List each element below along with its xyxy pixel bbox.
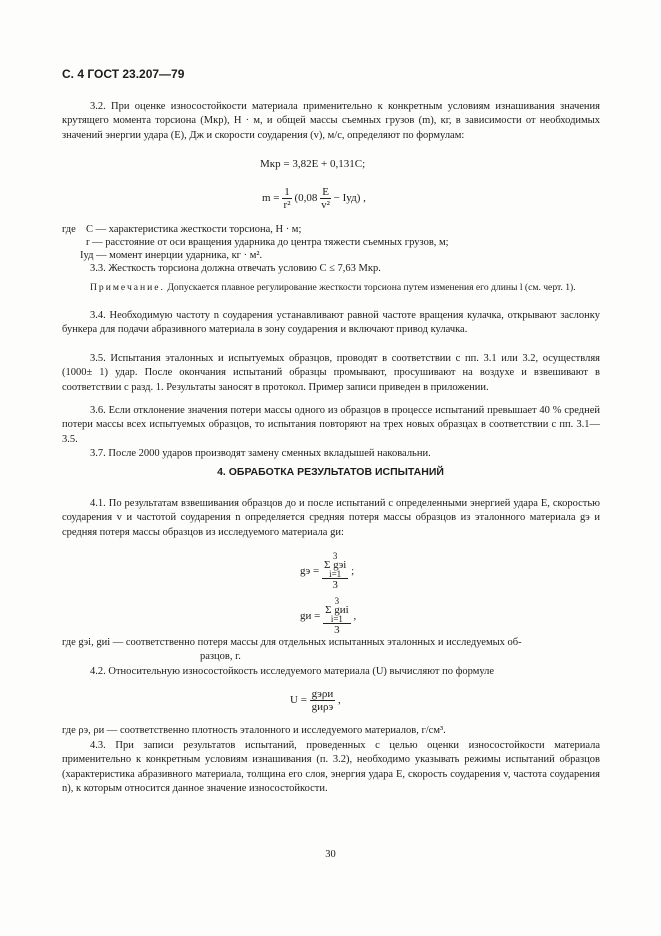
- formula-ge-numerator: [322, 552, 348, 579]
- formula-u-frac: [310, 688, 336, 713]
- definition-c: C — характеристика жесткости торсиона, Н · м;: [86, 224, 302, 235]
- formula-mass-num1: 1: [284, 186, 290, 198]
- definition-r: r — расстояние от оси вращения ударника до центра тяжести съемных грузов, м;: [86, 237, 449, 248]
- formula-gi-end: ,: [353, 610, 357, 623]
- note: [62, 281, 600, 294]
- formula-mass-mid: (0,08: [294, 192, 318, 205]
- definition-g: где gэi, gиi — соответственно потеря массы для отдельных испытанных эталонных и исследуемых об-: [62, 637, 522, 648]
- definition-iud: Iуд — момент инерции ударника, кг · м².: [80, 250, 263, 261]
- formula-gi: [300, 597, 356, 636]
- paragraph-3-4: 3.4. Необходимую частоту n соударения устанавливают равной частоте вращения кулачка, открывают заслонку бункера для подачи абразивного материала в зону соударения и включают привод кулачка.: [62, 310, 600, 336]
- definitions-where: где: [62, 224, 76, 235]
- note-text: Допускается плавное регулирование жесткости торсиона путем изменения его длины l (см. черт. 1).: [167, 282, 576, 293]
- formula-torque: Mкр = 3,82E + 0,131C;: [260, 158, 366, 170]
- formula-ge: [300, 552, 354, 591]
- formula-u-end: ,: [338, 694, 341, 707]
- formula-u-lhs: U =: [290, 694, 307, 707]
- formula-mass-lhs: m =: [262, 192, 280, 205]
- formula-ge-denominator: 3: [332, 579, 338, 591]
- formula-ge-sum: Σ gэi: [323, 559, 347, 571]
- note-label: Примечание.: [90, 282, 165, 293]
- formula-gi-sum-top: 3: [334, 596, 340, 606]
- formula-gi-frac: [323, 597, 351, 636]
- paragraph-3-3: 3.3. Жесткость торсиона должна отвечать условию C ≤ 7,63 Mкр.: [90, 263, 381, 274]
- definition-rho: где ρэ, ρи — соответственно плотность эталонного и исследуемого материалов, г/см³.: [62, 725, 446, 736]
- formula-mass-tail: − Iуд) ,: [333, 192, 366, 205]
- section-4-title: 4. ОБРАБОТКА РЕЗУЛЬТАТОВ ИСПЫТАНИЙ: [217, 466, 444, 478]
- formula-mass-frac1: [282, 186, 292, 211]
- formula-ge-sum-bottom: i=1: [329, 569, 342, 579]
- formula-ge-sum-top: 3: [332, 551, 338, 561]
- formula-ge-lhs: gэ =: [300, 565, 320, 578]
- formula-u-numerator: gэρи: [311, 688, 334, 700]
- paragraph-3-5: 3.5. Испытания эталонных и испытуемых образцов, проводят в соответствии с пп. 3.1 или 3.2, осуществляя (1000± 1) удар. После окончания испытаний образцы промывают, просушивают на воздухе и взвешивают в соответствии с разд. 1. Результаты заносят в протокол. Пример записи приведен в приложении.: [62, 353, 600, 393]
- paragraph-4-2: 4.2. Относительную износостойкость исследуемого материала (U) вычисляют по формуле: [90, 666, 495, 677]
- formula-u: [290, 688, 341, 713]
- formula-ge-frac: [322, 552, 348, 591]
- paragraph-4-1: 4.1. По результатам взвешивания образцов до и после испытаний с определенными энергией удара E, скоростью соударения v и частотой соударения n определяется средняя потеря массы образцов из эталонного материала gэ и средняя потеря массы образцов из исследуемого материала gи:: [62, 498, 600, 538]
- paragraph-3-2: 3.2. При оценке износостойкости материала применительно к конкретным условиям изнашивания значения крутящего момента торсиона (Mкр), Н · м, и общей массы съемных грузов (m), кг, в зависимости от необходимых значений энергии удара (E), Дж и скорости соударения (v), м/с, определяют по формулам:: [62, 101, 600, 141]
- definition-g-cont: разцов, г.: [200, 651, 241, 662]
- formula-gi-numerator: [323, 597, 351, 624]
- formula-ge-end: ;: [351, 565, 355, 578]
- formula-mass-den1: r²: [283, 199, 291, 211]
- formula-mass-frac2: [320, 186, 331, 211]
- page-header: С. 4 ГОСТ 23.207—79: [62, 67, 185, 81]
- formula-gi-sum: Σ gиi: [325, 604, 349, 616]
- page-number: 30: [325, 849, 336, 860]
- formula-mass-num2: E: [322, 186, 329, 198]
- paragraph-3-6: 3.6. Если отклонение значения потери массы одного из образцов в процессе испытаний превышает 40 % средней потери массы всех испытуемых образцов, то испытания повторяют на трех новых образцах в соответствии с пп. 3.1—3.5.: [62, 405, 600, 445]
- formula-u-denominator: gиρэ: [311, 701, 334, 713]
- formula-gi-sum-bottom: i=1: [330, 614, 343, 624]
- formula-mass: [262, 186, 366, 211]
- formula-gi-lhs: gи =: [300, 610, 321, 623]
- formula-gi-denominator: 3: [334, 624, 340, 636]
- formula-mass-den2: v²: [321, 199, 330, 211]
- paragraph-3-7: 3.7. После 2000 ударов производят замену сменных вкладышей наковальни.: [90, 448, 431, 459]
- paragraph-4-3: 4.3. При записи результатов испытаний, проведенных с целью оценки износостойкости материала применительно к конкретным условиям изнашивания (п. 3.2), необходимо указывать режимы испытаний образцов (характеристика абразивного материала, толщина его слоя, энергия удара E, скорость соударения v, частота соударения n), к которым относится данное значение износостойкости.: [62, 740, 600, 794]
